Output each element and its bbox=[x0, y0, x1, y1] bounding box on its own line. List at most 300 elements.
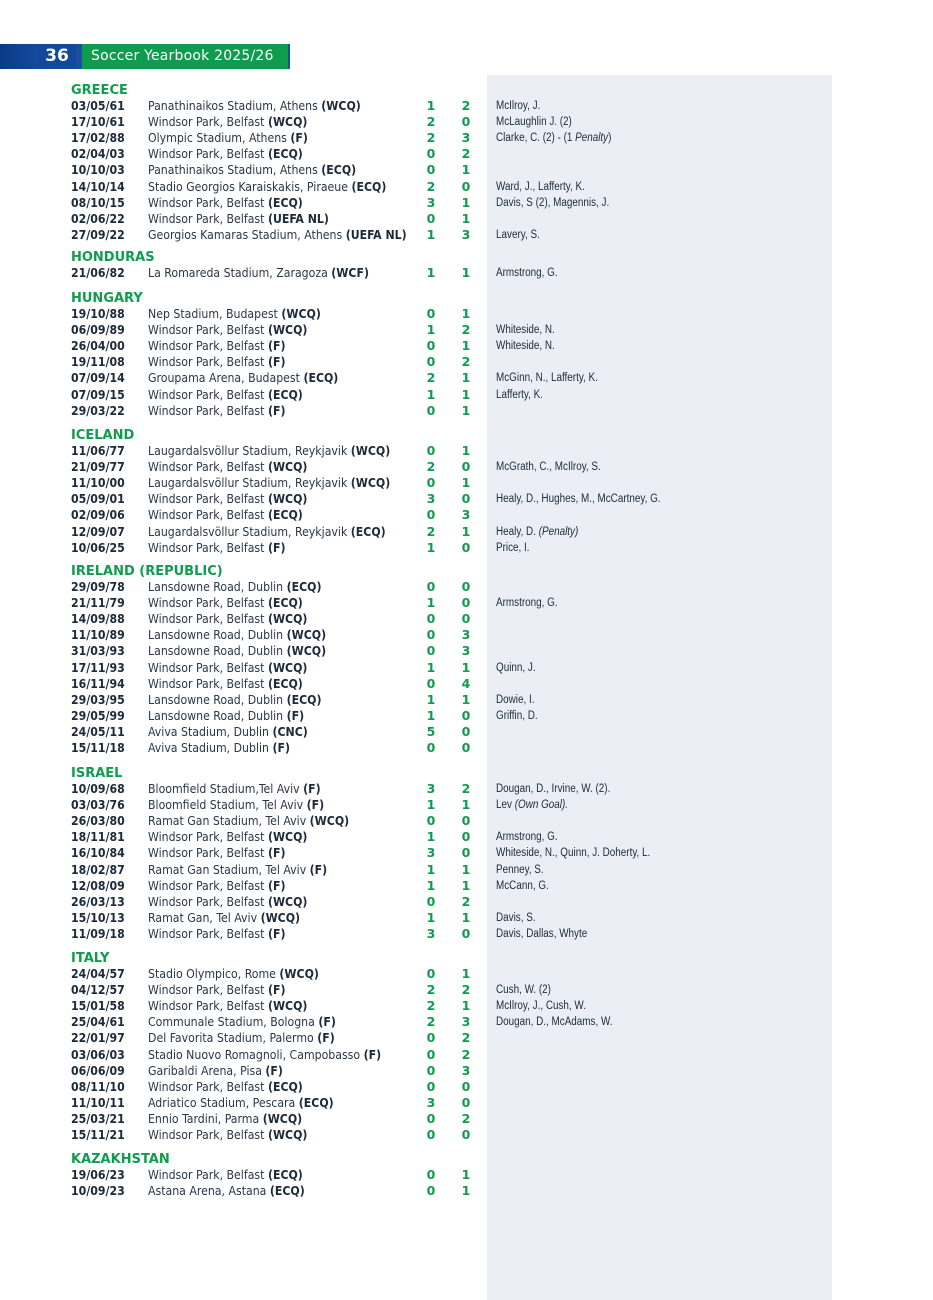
match-venue bbox=[148, 227, 407, 243]
venue-name: Ennio Tardini, Parma bbox=[148, 1111, 260, 1126]
match-row bbox=[0, 322, 933, 338]
match-row bbox=[0, 627, 933, 643]
ni-score: 1 bbox=[426, 861, 436, 877]
match-date: 07/09/15 bbox=[71, 387, 125, 402]
country-heading: ICELAND bbox=[71, 428, 135, 443]
match-row bbox=[0, 878, 933, 894]
match-venue bbox=[148, 926, 285, 942]
competition-code: (WCQ) bbox=[267, 460, 308, 475]
match-date: 21/09/77 bbox=[71, 460, 125, 475]
ni-score: 2 bbox=[426, 370, 436, 386]
goal-scorers bbox=[496, 459, 601, 475]
opponent-score: 1 bbox=[461, 966, 471, 981]
competition-code: (ECQ) bbox=[267, 195, 303, 210]
scorers-text: Lafferty, K. bbox=[496, 388, 543, 401]
goal-scorers bbox=[496, 338, 555, 354]
ni-score: 1 bbox=[426, 909, 436, 925]
match-date: 15/11/21 bbox=[71, 1128, 125, 1142]
goal-scorers bbox=[496, 524, 578, 540]
opponent-score: 1 bbox=[461, 210, 471, 226]
ni-score: 2 bbox=[426, 459, 436, 475]
match-venue bbox=[148, 643, 326, 659]
match-date: 10/09/68 bbox=[71, 782, 125, 796]
match-venue bbox=[148, 491, 307, 507]
match-row bbox=[0, 982, 933, 998]
venue-name: Del Favorita Stadium, Palermo bbox=[148, 1031, 314, 1046]
venue-name: Windsor Park, Belfast bbox=[148, 339, 265, 354]
competition-code: (ECQ) bbox=[286, 692, 322, 707]
match-date: 19/06/23 bbox=[71, 1168, 125, 1182]
scorers-text: Davis, S (2), Magennis, J. bbox=[496, 196, 610, 209]
match-venue bbox=[148, 862, 327, 878]
scorers-text: Price, I. bbox=[496, 541, 530, 554]
competition-code: (WCQ) bbox=[267, 830, 308, 845]
scorers-text: McIlroy, J., Cush, W. bbox=[496, 1000, 586, 1013]
match-venue bbox=[148, 1079, 303, 1095]
venue-name: Lansdowne Road, Dublin bbox=[148, 644, 284, 659]
match-row bbox=[0, 1111, 933, 1127]
page-number: 36 bbox=[38, 44, 76, 69]
ni-score: 1 bbox=[426, 877, 436, 893]
competition-code: (F) bbox=[267, 983, 286, 998]
opponent-score: 0 bbox=[461, 707, 471, 723]
venue-name: Windsor Park, Belfast bbox=[148, 195, 265, 210]
venue-name: Windsor Park, Belfast bbox=[148, 1079, 265, 1094]
match-row bbox=[0, 910, 933, 926]
match-venue bbox=[148, 443, 390, 459]
opponent-score: 3 bbox=[461, 226, 471, 242]
match-venue bbox=[148, 982, 285, 998]
country-heading: ITALY bbox=[71, 951, 110, 966]
scorers-text: McLaughlin J. (2) bbox=[496, 116, 572, 129]
competition-code: (F) bbox=[303, 782, 321, 796]
competition-code: (F) bbox=[267, 355, 286, 370]
match-row bbox=[0, 491, 933, 507]
venue-name: Aviva Stadium, Dublin bbox=[148, 724, 269, 739]
match-row bbox=[0, 370, 933, 386]
competition-code: (ECQ) bbox=[267, 596, 303, 611]
match-venue bbox=[148, 813, 349, 829]
match-venue bbox=[148, 1167, 303, 1183]
match-venue bbox=[148, 708, 304, 724]
scorers-text: Ward, J., Lafferty, K. bbox=[496, 180, 585, 193]
ni-score: 0 bbox=[426, 1078, 436, 1094]
opponent-score: 0 bbox=[461, 595, 471, 611]
competition-code: (ECQ) bbox=[303, 371, 339, 386]
competition-code: (WCQ) bbox=[350, 444, 391, 458]
ni-score: 0 bbox=[426, 146, 436, 162]
goal-scorers bbox=[496, 829, 558, 845]
match-date: 21/11/79 bbox=[71, 596, 125, 611]
scorers-text: Armstrong, G. bbox=[496, 597, 558, 610]
venue-name: Windsor Park, Belfast bbox=[148, 115, 265, 130]
match-date: 08/11/10 bbox=[71, 1079, 125, 1094]
match-venue bbox=[148, 524, 386, 540]
venue-name: Windsor Park, Belfast bbox=[148, 660, 265, 675]
opponent-score: 0 bbox=[461, 723, 471, 739]
scorers-text: Healy, D., Hughes, M., McCartney, G. bbox=[496, 493, 661, 506]
match-venue bbox=[148, 1111, 302, 1127]
ni-score: 0 bbox=[426, 402, 436, 418]
match-venue bbox=[148, 507, 303, 523]
competition-code: (ECQ) bbox=[298, 1095, 334, 1110]
match-row bbox=[0, 403, 933, 419]
ni-score: 1 bbox=[426, 386, 436, 402]
venue-name: Windsor Park, Belfast bbox=[148, 983, 265, 998]
match-date: 14/10/14 bbox=[71, 179, 125, 194]
competition-code: (WCQ) bbox=[281, 307, 321, 321]
opponent-score: 0 bbox=[461, 579, 471, 594]
match-date: 27/09/22 bbox=[71, 227, 125, 242]
ni-score: 3 bbox=[426, 194, 436, 210]
goal-scorers bbox=[496, 708, 538, 724]
opponent-score: 4 bbox=[461, 675, 471, 691]
venue-name: Windsor Park, Belfast bbox=[148, 676, 265, 691]
venue-name: Adriatico Stadium, Pescara bbox=[148, 1095, 296, 1110]
match-venue bbox=[148, 459, 307, 475]
scorers-text: McCann, G. bbox=[496, 879, 549, 892]
match-date: 10/10/03 bbox=[71, 163, 125, 178]
match-date: 15/11/18 bbox=[71, 741, 125, 755]
competition-code: (F) bbox=[290, 131, 308, 146]
opponent-score: 3 bbox=[461, 627, 471, 643]
opponent-score: 1 bbox=[461, 194, 471, 210]
match-row bbox=[0, 1014, 933, 1030]
match-date: 10/06/25 bbox=[71, 540, 125, 555]
venue-name: Laugardalsvöllur Stadium, Reykjavik bbox=[148, 444, 348, 458]
match-row bbox=[0, 676, 933, 692]
country-heading: IRELAND (REPUBLIC) bbox=[71, 564, 223, 579]
venue-name: Panathinaikos Stadium, Athens bbox=[148, 163, 318, 178]
scorers-text: Davis, S. bbox=[496, 911, 536, 924]
venue-name: Windsor Park, Belfast bbox=[148, 508, 265, 523]
venue-name: Garibaldi Arena, Pisa bbox=[148, 1063, 262, 1078]
venue-name: Windsor Park, Belfast bbox=[148, 1168, 265, 1182]
match-venue bbox=[148, 966, 319, 982]
match-row bbox=[0, 724, 933, 740]
ni-score: 3 bbox=[426, 781, 436, 796]
competition-code: (ECQ) bbox=[267, 387, 303, 402]
goal-scorers bbox=[496, 387, 543, 403]
match-row bbox=[0, 195, 933, 211]
competition-code: (WCF) bbox=[331, 266, 369, 280]
opponent-score: 2 bbox=[461, 146, 471, 162]
competition-code: (F) bbox=[363, 1047, 382, 1062]
opponent-score: 1 bbox=[461, 370, 471, 386]
opponent-score: 1 bbox=[461, 402, 471, 418]
ni-score: 2 bbox=[426, 998, 436, 1014]
venue-name: Windsor Park, Belfast bbox=[148, 999, 265, 1014]
scorers-text: Whiteside, N. bbox=[496, 340, 555, 353]
venue-name: Windsor Park, Belfast bbox=[148, 1128, 265, 1142]
competition-code: (WCQ) bbox=[286, 644, 327, 659]
goal-scorers bbox=[496, 926, 587, 942]
header-title: Soccer Yearbook 2025/26 bbox=[82, 44, 288, 69]
competition-code: (F) bbox=[267, 540, 286, 555]
venue-name: Windsor Park, Belfast bbox=[148, 596, 265, 611]
competition-code: (F) bbox=[286, 708, 305, 723]
ni-score: 1 bbox=[426, 707, 436, 723]
match-date: 26/03/80 bbox=[71, 814, 125, 829]
opponent-score: 0 bbox=[461, 845, 471, 861]
venue-name: Windsor Park, Belfast bbox=[148, 460, 265, 475]
match-date: 18/02/87 bbox=[71, 862, 125, 877]
venue-name: Windsor Park, Belfast bbox=[148, 147, 265, 162]
match-venue bbox=[148, 211, 329, 227]
match-venue bbox=[148, 162, 356, 178]
opponent-score: 0 bbox=[461, 925, 471, 941]
match-venue bbox=[148, 878, 285, 894]
ni-score: 3 bbox=[426, 1094, 436, 1110]
goal-scorers bbox=[496, 227, 540, 243]
goal-scorers bbox=[496, 910, 536, 926]
ni-score: 0 bbox=[426, 740, 436, 755]
match-date: 22/01/97 bbox=[71, 1031, 125, 1046]
competition-code: (F) bbox=[267, 403, 286, 418]
competition-code: (F) bbox=[267, 339, 286, 354]
match-row bbox=[0, 1167, 933, 1183]
venue-name: Windsor Park, Belfast bbox=[148, 540, 265, 555]
match-venue bbox=[148, 1183, 305, 1199]
ni-score: 0 bbox=[426, 354, 436, 370]
match-row bbox=[0, 926, 933, 942]
match-row bbox=[0, 507, 933, 523]
ni-score: 0 bbox=[426, 1183, 436, 1199]
match-date: 06/06/09 bbox=[71, 1063, 125, 1078]
match-venue bbox=[148, 98, 361, 114]
ni-score: 1 bbox=[426, 226, 436, 242]
competition-code: (WCQ) bbox=[309, 814, 350, 829]
match-row bbox=[0, 524, 933, 540]
ni-score: 1 bbox=[426, 539, 436, 555]
opponent-score: 1 bbox=[461, 475, 471, 491]
opponent-score: 0 bbox=[461, 1094, 471, 1110]
opponent-score: 3 bbox=[461, 1062, 471, 1078]
opponent-score: 2 bbox=[461, 98, 471, 113]
goal-scorers bbox=[496, 982, 551, 998]
scorers-text: Griffin, D. bbox=[496, 709, 538, 722]
ni-score: 0 bbox=[426, 893, 436, 909]
match-date: 11/10/00 bbox=[71, 476, 125, 491]
match-venue bbox=[148, 894, 307, 910]
match-row bbox=[0, 643, 933, 659]
opponent-score: 2 bbox=[461, 1030, 471, 1046]
ni-score: 0 bbox=[426, 966, 436, 981]
ni-score: 5 bbox=[426, 723, 436, 739]
opponent-score: 1 bbox=[461, 659, 471, 675]
match-venue bbox=[148, 475, 390, 491]
match-date: 12/08/09 bbox=[71, 878, 125, 893]
ni-score: 0 bbox=[426, 162, 436, 178]
competition-code: (ECQ) bbox=[269, 1184, 305, 1199]
ni-score: 0 bbox=[426, 306, 436, 321]
competition-code: (WCQ) bbox=[267, 894, 308, 909]
match-date: 02/04/03 bbox=[71, 147, 125, 162]
match-row bbox=[0, 459, 933, 475]
opponent-score: 2 bbox=[461, 1110, 471, 1126]
ni-score: 1 bbox=[426, 322, 436, 338]
venue-name: Lansdowne Road, Dublin bbox=[148, 580, 284, 594]
opponent-score: 2 bbox=[461, 893, 471, 909]
venue-name: Windsor Park, Belfast bbox=[148, 926, 265, 941]
venue-name: Windsor Park, Belfast bbox=[148, 878, 265, 893]
match-row bbox=[0, 338, 933, 354]
match-venue bbox=[148, 338, 285, 354]
ni-score: 1 bbox=[426, 98, 436, 113]
scorers-text: Whiteside, N. bbox=[496, 324, 555, 337]
goal-scorers bbox=[496, 98, 540, 114]
ni-score: 1 bbox=[426, 265, 436, 280]
match-venue bbox=[148, 540, 285, 556]
match-venue bbox=[148, 1030, 335, 1046]
goal-scorers bbox=[496, 660, 536, 676]
match-row bbox=[0, 98, 933, 114]
scorers-text: Lavery, S. bbox=[496, 228, 540, 241]
match-date: 17/02/88 bbox=[71, 131, 125, 146]
match-date: 17/10/61 bbox=[71, 115, 125, 130]
ni-score: 0 bbox=[426, 1030, 436, 1046]
opponent-score: 0 bbox=[461, 1127, 471, 1142]
opponent-score: 1 bbox=[461, 306, 471, 321]
venue-name: Bloomfield Stadium,Tel Aviv bbox=[148, 782, 300, 796]
ni-score: 0 bbox=[426, 579, 436, 594]
competition-code: (WCQ) bbox=[267, 115, 308, 130]
ni-score: 1 bbox=[426, 595, 436, 611]
goal-scorers bbox=[496, 1014, 613, 1030]
venue-name: Windsor Park, Belfast bbox=[148, 211, 265, 226]
match-row bbox=[0, 829, 933, 845]
match-venue bbox=[148, 1047, 381, 1063]
competition-code: (F) bbox=[318, 1015, 336, 1030]
opponent-score: 0 bbox=[461, 813, 471, 829]
match-venue bbox=[148, 387, 303, 403]
opponent-score: 0 bbox=[461, 1078, 471, 1094]
opponent-score: 1 bbox=[461, 162, 471, 178]
opponent-score: 3 bbox=[461, 130, 471, 146]
scorers-text: Clarke, C. (2) - (1 bbox=[496, 132, 576, 145]
scorers-text: Healy, D. bbox=[496, 525, 539, 538]
ni-score: 0 bbox=[426, 475, 436, 491]
competition-code: (ECQ) bbox=[267, 508, 303, 523]
venue-name: Aviva Stadium, Dublin bbox=[148, 741, 269, 755]
match-venue bbox=[148, 130, 308, 146]
match-date: 07/09/14 bbox=[71, 371, 125, 386]
competition-code: (F) bbox=[265, 1063, 283, 1078]
ni-score: 1 bbox=[426, 691, 436, 707]
opponent-score: 0 bbox=[461, 114, 471, 130]
match-date: 29/03/95 bbox=[71, 692, 125, 707]
match-date: 29/09/78 bbox=[71, 580, 125, 594]
country-heading: GREECE bbox=[71, 83, 128, 98]
match-date: 16/11/94 bbox=[71, 676, 125, 691]
opponent-score: 1 bbox=[461, 998, 471, 1014]
goal-scorers bbox=[496, 797, 568, 813]
competition-code: (WCQ) bbox=[267, 1128, 308, 1142]
match-row bbox=[0, 1047, 933, 1063]
match-venue bbox=[148, 265, 369, 281]
match-venue bbox=[148, 910, 300, 926]
match-date: 19/10/88 bbox=[71, 307, 125, 321]
match-date: 25/03/21 bbox=[71, 1111, 125, 1126]
venue-name: Stadio Georgios Karaiskakis, Piraeue bbox=[148, 179, 348, 194]
competition-code: (WCQ) bbox=[267, 612, 308, 627]
venue-name: Windsor Park, Belfast bbox=[148, 387, 265, 402]
scorers-tail: ) bbox=[608, 132, 612, 145]
goal-scorers bbox=[496, 195, 609, 211]
match-venue bbox=[148, 998, 307, 1014]
opponent-score: 0 bbox=[461, 740, 471, 755]
competition-code: (F) bbox=[306, 798, 325, 813]
ni-score: 0 bbox=[426, 813, 436, 829]
match-row bbox=[0, 998, 933, 1014]
match-date: 03/05/61 bbox=[71, 99, 125, 113]
match-date: 19/11/08 bbox=[71, 355, 125, 370]
opponent-score: 0 bbox=[461, 491, 471, 507]
competition-code: (ECQ) bbox=[286, 580, 322, 594]
match-venue bbox=[148, 595, 303, 611]
goal-scorers bbox=[496, 845, 650, 861]
match-venue bbox=[148, 579, 322, 595]
venue-name: Windsor Park, Belfast bbox=[148, 323, 265, 338]
match-row bbox=[0, 611, 933, 627]
scorers-text: McIlroy, J. bbox=[496, 100, 541, 112]
competition-code: (WCQ) bbox=[350, 476, 391, 491]
match-venue bbox=[148, 829, 307, 845]
match-row bbox=[0, 162, 933, 178]
opponent-score: 2 bbox=[461, 354, 471, 370]
venue-name: Windsor Park, Belfast bbox=[148, 403, 265, 418]
match-date: 02/06/22 bbox=[71, 211, 125, 226]
match-date: 12/09/07 bbox=[71, 524, 125, 539]
goal-scorers bbox=[496, 878, 549, 894]
match-row bbox=[0, 813, 933, 829]
opponent-score: 1 bbox=[461, 265, 471, 280]
venue-name: Georgios Kamaras Stadium, Athens bbox=[148, 227, 343, 242]
scorers-text: Quinn, J. bbox=[496, 661, 536, 674]
match-date: 11/10/89 bbox=[71, 628, 125, 643]
match-row bbox=[0, 1079, 933, 1095]
match-row bbox=[0, 862, 933, 878]
venue-name: Bloomfield Stadium, Tel Aviv bbox=[148, 798, 304, 813]
match-date: 15/01/58 bbox=[71, 999, 125, 1014]
opponent-score: 1 bbox=[461, 1183, 471, 1199]
goal-scorers bbox=[496, 130, 611, 146]
opponent-score: 3 bbox=[461, 507, 471, 523]
ni-score: 0 bbox=[426, 611, 436, 627]
match-date: 16/10/84 bbox=[71, 846, 125, 861]
match-row bbox=[0, 130, 933, 146]
competition-code: (ECQ) bbox=[350, 524, 386, 539]
match-date: 26/04/00 bbox=[71, 339, 125, 354]
match-date: 29/05/99 bbox=[71, 708, 125, 723]
match-row bbox=[0, 1030, 933, 1046]
match-date: 11/06/77 bbox=[71, 444, 125, 458]
competition-code: (WCQ) bbox=[267, 660, 308, 675]
match-date: 03/03/76 bbox=[71, 798, 125, 813]
match-row bbox=[0, 306, 933, 322]
opponent-score: 2 bbox=[461, 1046, 471, 1062]
goal-scorers bbox=[496, 595, 558, 611]
goal-scorers bbox=[496, 998, 586, 1014]
venue-name: Windsor Park, Belfast bbox=[148, 894, 265, 909]
opponent-score: 1 bbox=[461, 338, 471, 354]
opponent-score: 2 bbox=[461, 781, 471, 796]
scorers-note: (Penalty) bbox=[538, 525, 579, 538]
venue-name: La Romareda Stadium, Zaragoza bbox=[148, 266, 328, 280]
venue-name: Groupama Arena, Budapest bbox=[148, 371, 300, 386]
opponent-score: 3 bbox=[461, 1014, 471, 1030]
match-row bbox=[0, 595, 933, 611]
